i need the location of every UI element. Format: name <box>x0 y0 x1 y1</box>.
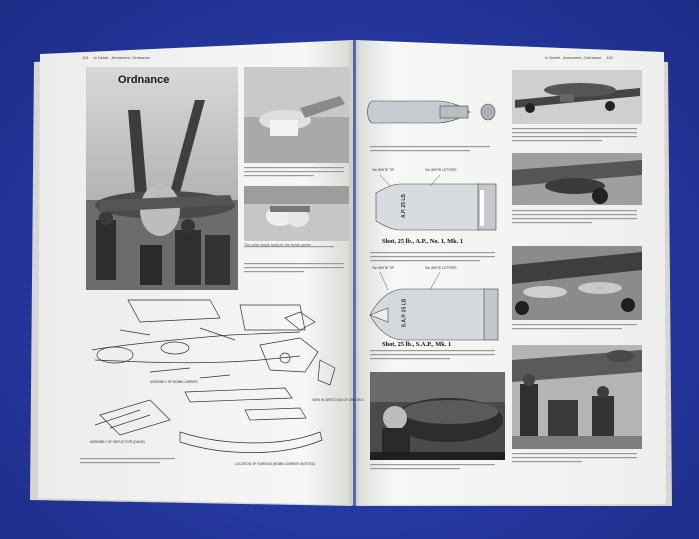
right-caption-6 <box>512 208 637 225</box>
section-title: Ordnance <box>118 74 170 86</box>
right-caption-2 <box>370 250 495 263</box>
photo-aircraft-crew <box>86 67 238 290</box>
photo-armourers <box>512 345 642 449</box>
right-caption-7 <box>512 322 637 331</box>
spine-shadow <box>349 40 359 506</box>
sap-stencil: S.A.P. 25 LB <box>401 298 408 328</box>
shot-label-ap: Shot, 25 lb., A.P., No. 1, Mk. 1 <box>382 238 464 245</box>
label-assembly-bomb-carrier: ASSEMBLY OF BOMB CARRIER <box>150 380 198 384</box>
left-caption-4 <box>80 456 180 466</box>
right-caption-1 <box>370 144 495 153</box>
right-caption-5 <box>512 126 637 143</box>
photo-bomb-carrier <box>244 67 349 163</box>
label-white-letters-sap: ½in WHITE LETTERS <box>425 266 457 270</box>
right-caption-8 <box>512 451 637 464</box>
ap-stencil: A.P. 25 LB <box>401 193 408 219</box>
label-white-letters-ap: ½in WHITE LETTERS <box>425 168 457 172</box>
label-white-tip-sap: ½in WHITE TIP <box>372 266 395 270</box>
photo-dn340 <box>512 70 642 124</box>
right-caption-3 <box>370 348 495 361</box>
right-running-header <box>545 55 613 60</box>
right-page-number: 115 <box>606 55 613 60</box>
right-caption-4 <box>370 462 495 471</box>
left-header-text: In Detail - Armament, Ordnance <box>93 55 150 60</box>
left-running-header <box>82 55 150 60</box>
label-view-direction: VIEW IN DIRECTION OF ARROW A <box>312 398 364 402</box>
right-header-text: In Detail - Armament, Ordnance <box>545 55 602 60</box>
left-caption-2: The outer single hook for the bomb carrier <box>244 243 311 247</box>
left-caption-1 <box>244 165 348 181</box>
photo-single-hook <box>244 186 349 241</box>
photo-174-squadron <box>512 246 642 320</box>
shot-sap-drawing <box>370 289 498 340</box>
photo-mk986 <box>512 153 642 205</box>
photo-pilot-bomb <box>370 372 505 460</box>
label-white-tip-ap: ½in WHITE TIP <box>372 168 395 172</box>
left-caption-3 <box>244 261 348 277</box>
shot-label-sap: Shot, 25 lb., S.A.P., Mk. 1 <box>382 341 452 348</box>
shot-ap-drawing <box>376 184 496 230</box>
label-location-fairings: LOCATION OF FAIRINGS (BOMB CARRIER OMITTED) <box>235 462 315 466</box>
label-assembly-deflector: ASSEMBLY OF DEFLECTOR (DAVIS) <box>90 440 145 444</box>
left-page-number: 114 <box>82 55 89 60</box>
